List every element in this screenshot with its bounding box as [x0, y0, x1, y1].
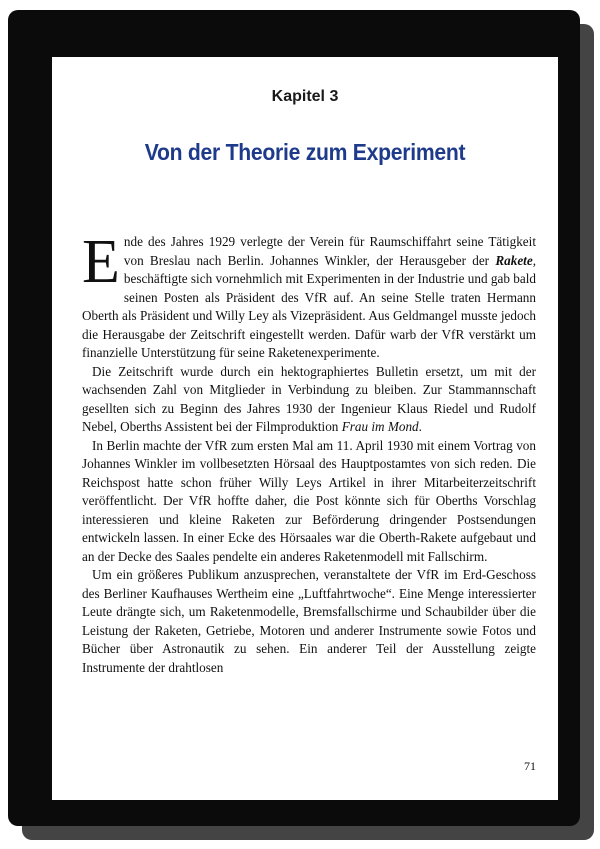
paragraph-2-text-b: . — [418, 419, 422, 434]
paragraph-1-text-a: nde des Jahres 1929 verlegte der Verein für Raumschiffahrt seine Tätigkeit von Breslau nach Berlin. Johannes Winkler, der Herausgeber der — [123, 234, 536, 268]
device-frame — [8, 10, 580, 826]
page-body — [82, 228, 536, 677]
chapter-label: Kapitel 3 — [271, 88, 339, 105]
paragraph-4: Um ein größeres Publikum anzusprechen, veranstaltete der VfR im Erd-Geschoss des Berliner Kaufhauses Wertheim eine „Luftfahrtwoche“. Eine Menge interessierter Leute drängte sich, um Raketenmodelle, Bremsfallschirme und Schaubilder über die Leistung der Raketen, Getriebe, Motoren und anderer Instrumente sowie Fotos und Bücher über Astronautik zu sehen. Ein anderer Teil der Ausstellung zeigte Instrumente der drahtlosen — [82, 567, 536, 675]
paragraph-2-text-a: Die Zeitschrift wurde durch ein hektographiertes Bulletin ersetzt, um mit der wachsenden Zahl von Mitglieder in Verbindung zu bleiben. Zur Stammannschaft gesellten sich zu Beginn des Jahres 1930 der Ingenieur Klaus Riedel und Rudolf Nebel, Oberths Assistent bei der Filmproduktion — [82, 363, 536, 434]
paragraph-1-emphasis: Rakete — [495, 252, 533, 268]
paragraph-2-emphasis: Frau im Mond — [341, 419, 419, 434]
paragraph-1-text-b: , beschäftigte sich vornehmlich mit Experimenten in der Industrie und gab bald seinen Posten als Präsident des VfR auf. An seine Stelle traten Hermann Oberth als Präsident und Willy Ley als Vizepräsident. Aus Geldmangel musste jedoch die Herausgabe der Zeitschrift eingestellt werden. Dafür warb der VfR verstärkt um finanzielle Unterstützung für seine Raketenexperimente. — [82, 252, 536, 360]
paragraph-2 — [82, 363, 536, 437]
paragraph-1 — [82, 228, 536, 363]
page-number: 71 — [524, 759, 536, 773]
paragraph-3: In Berlin machte der VfR zum ersten Mal am 11. April 1930 mit einem Vortrag von Johannes Winkler im vollbesetzten Hörsaal des Hauptpostamtes von sich reden. Die Reichspost hatte schon früher Willy Leys Artikel in ihrer Mitarbeiterzeitschrift veröffentlicht. Der VfR hoffte daher, die Post könnte sich für Oberths Vorschlag interessieren und kleine Raketen zur Beförderung dringender Postsendungen entwickeln lassen. In einer Ecke des Hörsaales war die Oberth-Rakete aufgebaut und an der Decke des Saales pendelte ein anderes Raketenmodell mit Fallschirm. — [82, 437, 536, 564]
drop-cap: E — [82, 228, 120, 296]
chapter-title: Von der Theorie zum Experiment — [144, 139, 466, 165]
book-page — [52, 57, 558, 800]
